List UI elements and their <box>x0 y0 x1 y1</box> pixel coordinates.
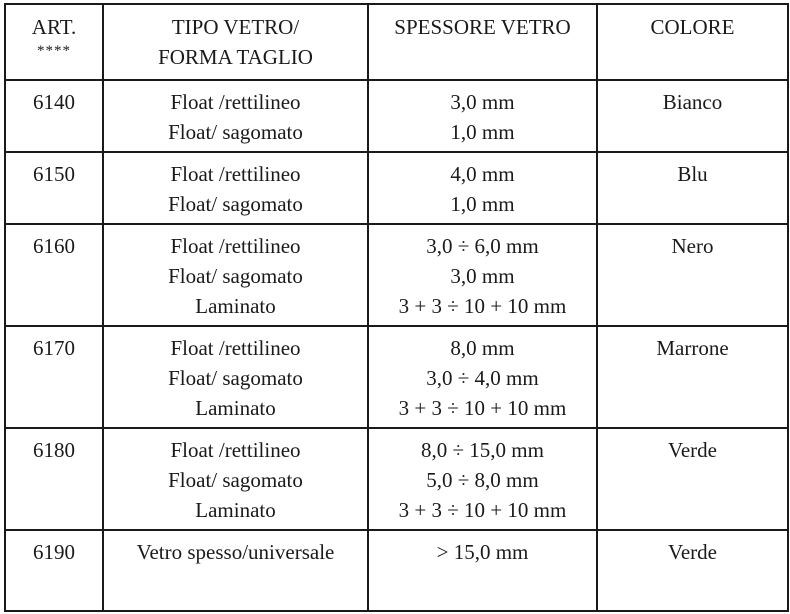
art-cell <box>5 326 103 428</box>
header-colore-label: COLORE <box>650 15 735 39</box>
colore-cell <box>597 152 788 224</box>
spessore-line: 3 + 3 ÷ 10 + 10 mm <box>398 396 567 420</box>
art-cell <box>5 224 103 326</box>
header-art-label: ART. <box>31 15 77 39</box>
spessore-line: 5,0 ÷ 8,0 mm <box>426 468 539 492</box>
colore-value: Verde <box>668 540 717 564</box>
header-row <box>5 4 788 80</box>
colore-cell <box>597 428 788 530</box>
colore-cell <box>597 224 788 326</box>
art-number: 6160 <box>33 234 75 258</box>
tipo-line: Float/ sagomato <box>168 120 303 144</box>
tipo-cell <box>103 530 368 611</box>
spessore-cell <box>368 428 597 530</box>
colore-cell <box>597 530 788 611</box>
spessore-line: 3,0 ÷ 4,0 mm <box>426 366 539 390</box>
spessore-line: 4,0 mm <box>450 162 515 186</box>
table-row <box>5 428 788 530</box>
spessore-line: 3,0 mm <box>450 90 515 114</box>
spessore-line: 3,0 ÷ 6,0 mm <box>426 234 539 258</box>
tipo-line: Float /rettilineo <box>170 162 301 186</box>
art-cell <box>5 80 103 152</box>
tipo-line: Float/ sagomato <box>168 468 303 492</box>
tipo-line: Float/ sagomato <box>168 264 303 288</box>
header-art <box>5 4 103 80</box>
tipo-line: Float/ sagomato <box>168 366 303 390</box>
header-tipo <box>103 4 368 80</box>
spessore-line: 8,0 mm <box>450 336 515 360</box>
tipo-line: Laminato <box>195 498 276 522</box>
tipo-line: Float/ sagomato <box>168 192 303 216</box>
colore-cell <box>597 326 788 428</box>
tipo-line: Float /rettilineo <box>170 438 301 462</box>
table-row <box>5 80 788 152</box>
art-cell <box>5 152 103 224</box>
tipo-cell <box>103 224 368 326</box>
art-number: 6180 <box>33 438 75 462</box>
table-row <box>5 152 788 224</box>
tipo-cell <box>103 80 368 152</box>
header-tipo-line2: FORMA TAGLIO <box>158 45 313 69</box>
art-cell <box>5 530 103 611</box>
header-spessore <box>368 4 597 80</box>
header-tipo-line1: TIPO VETRO/ <box>171 15 300 39</box>
art-number: 6190 <box>33 540 75 564</box>
art-number: 6140 <box>33 90 75 114</box>
spessore-line: 1,0 mm <box>450 120 515 144</box>
colore-value: Bianco <box>662 90 723 114</box>
spessore-cell <box>368 80 597 152</box>
header-art-sub: **** <box>37 43 71 59</box>
tipo-cell <box>103 152 368 224</box>
tipo-line: Float /rettilineo <box>170 336 301 360</box>
spessore-line: 3,0 mm <box>450 264 515 288</box>
tipo-line: Vetro spesso/universale <box>136 540 335 564</box>
spessore-line: 1,0 mm <box>450 192 515 216</box>
tipo-line: Float /rettilineo <box>170 90 301 114</box>
colore-value: Nero <box>671 234 714 258</box>
art-cell <box>5 428 103 530</box>
spessore-cell <box>368 152 597 224</box>
colore-value: Verde <box>668 438 717 462</box>
spessore-line: 3 + 3 ÷ 10 + 10 mm <box>398 294 567 318</box>
header-colore <box>597 4 788 80</box>
glass-spec-table <box>4 3 789 612</box>
spessore-line: > 15,0 mm <box>436 540 529 564</box>
art-number: 6170 <box>33 336 75 360</box>
tipo-cell <box>103 326 368 428</box>
table-row <box>5 326 788 428</box>
spessore-cell <box>368 224 597 326</box>
colore-cell <box>597 80 788 152</box>
colore-value: Marrone <box>656 336 729 360</box>
spessore-cell <box>368 530 597 611</box>
table-row <box>5 224 788 326</box>
table-row <box>5 530 788 611</box>
colore-value: Blu <box>677 162 708 186</box>
tipo-line: Laminato <box>195 396 276 420</box>
spessore-line: 8,0 ÷ 15,0 mm <box>421 438 544 462</box>
header-spessore-label: SPESSORE VETRO <box>394 15 571 39</box>
art-number: 6150 <box>33 162 75 186</box>
tipo-cell <box>103 428 368 530</box>
table-body <box>5 80 788 611</box>
spessore-cell <box>368 326 597 428</box>
tipo-line: Laminato <box>195 294 276 318</box>
spessore-line: 3 + 3 ÷ 10 + 10 mm <box>398 498 567 522</box>
tipo-line: Float /rettilineo <box>170 234 301 258</box>
